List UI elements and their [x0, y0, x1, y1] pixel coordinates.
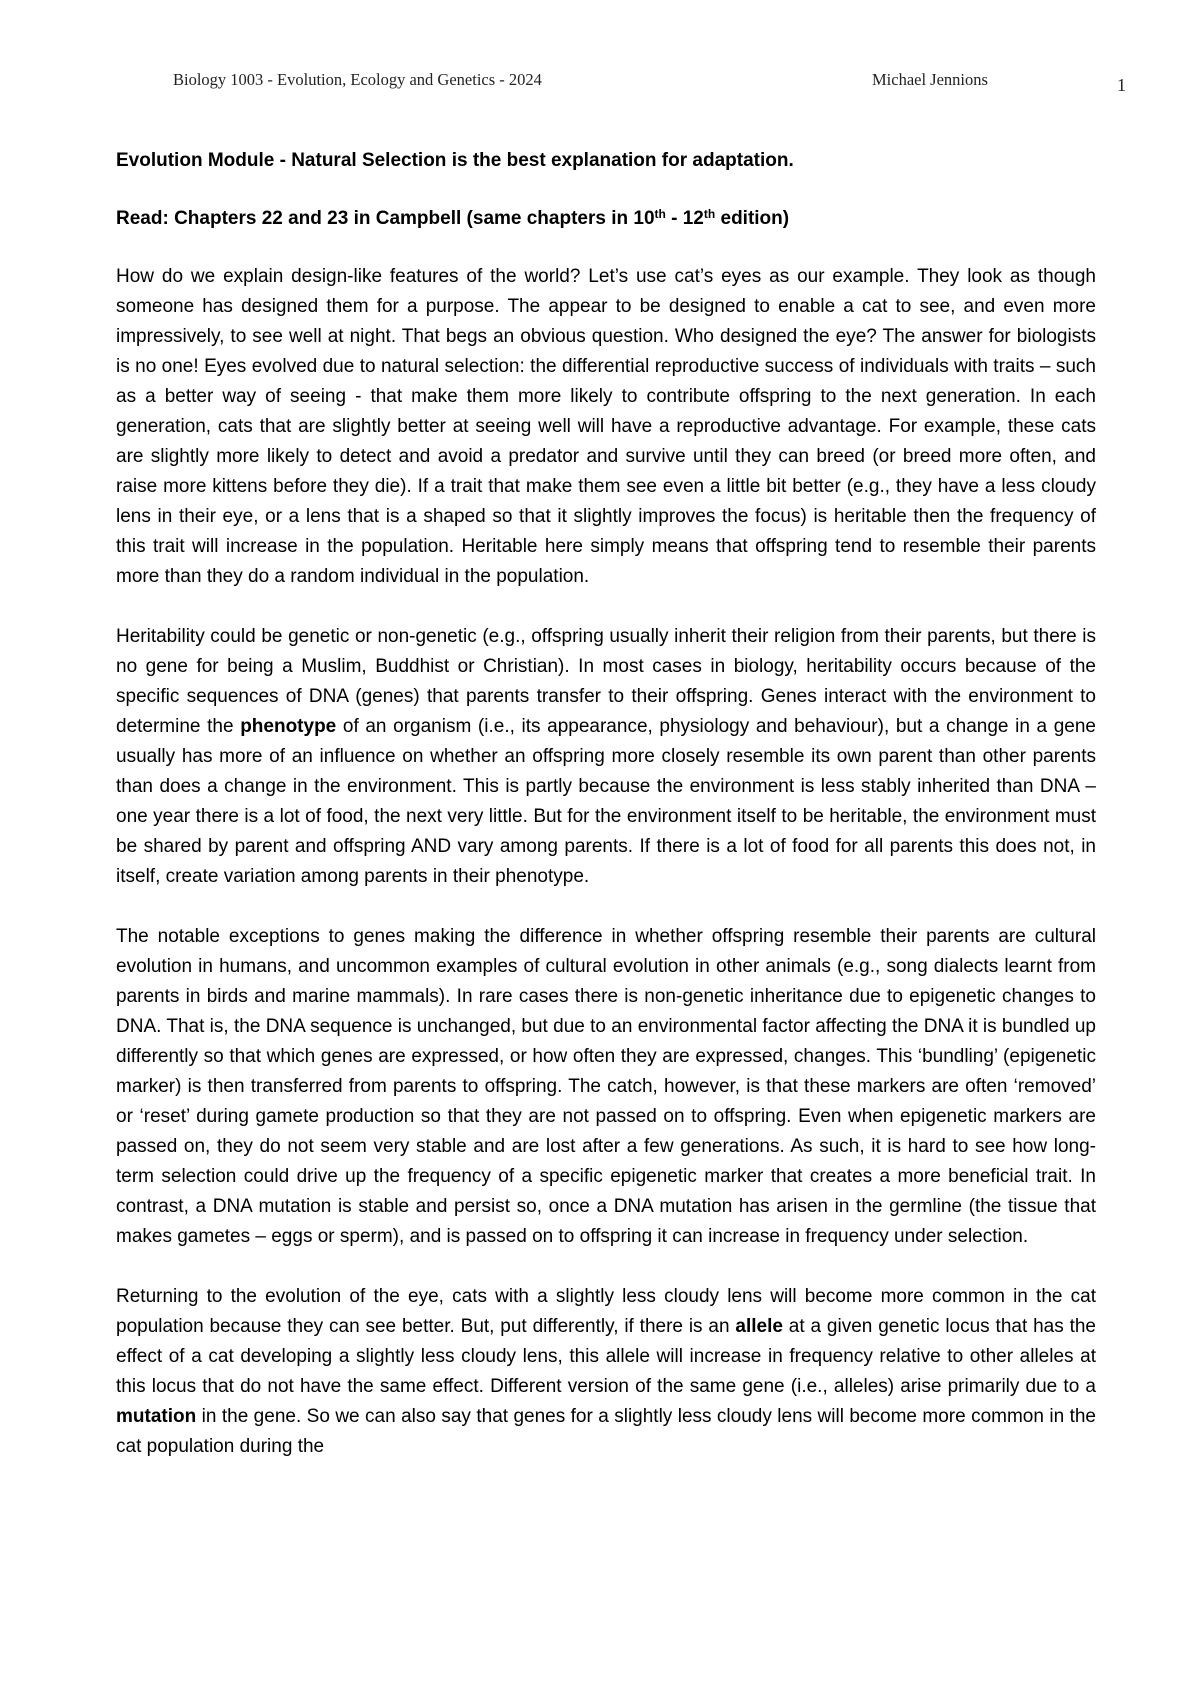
reading-assignment [116, 204, 1096, 234]
document-body [116, 146, 1096, 1462]
paragraph-1: How do we explain design-like features of the world? Let’s use cat’s eyes as our example. They look as though someone has designed them for a purpose. The appear to be designed to enable a cat to see, and even more impressively, to see well at night. That begs an obvious question. Who designed the eye? The answer for biologists is no one! Eyes evolved due to natural selection: the differential reproductive success of individuals with traits – such as a better way of seeing - that make them more likely to contribute offspring to the next generation. In each generation, cats that are slightly better at seeing well will have a reproductive advantage. For example, these cats are slightly more likely to detect and avoid a predator and survive until they can breed (or breed more often, and raise more kittens before they die). If a trait that make them see even a little bit better (e.g., they have a less cloudy lens in their eye, or a lens that is a shaped so that it slightly improves the focus) is heritable then the frequency of this trait will increase in the population. Heritable here simply means that offspring tend to resemble their parents more than they do a random individual in the population. [116, 266, 1096, 587]
term-phenotype: phenotype [240, 716, 337, 737]
course-title: Biology 1003 - Evolution, Ecology and Genetics - 2024 [173, 70, 542, 89]
paragraph-4-text-a: Returning to the evolution of the eye, cats with a slightly less cloudy lens will become more common in the cat population because they can see better. But, put differently, if there is an [116, 1286, 1096, 1337]
paragraph-4-text-b: at a given genetic locus that has the effect of a cat developing a slightly less cloudy lens, this allele will increase in frequency relative to other alleles at this locus that do not have the same effect. Different version of the same gene (i.e., alleles) arise primarily due to a [116, 1316, 1096, 1397]
reading-suffix: edition) [715, 208, 790, 229]
paragraph-3: The notable exceptions to genes making the difference in whether offspring resemble their parents are cultural evolution in humans, and uncommon examples of cultural evolution in other animals (e.g., song dialects learnt from parents in birds and marine mammals). In rare cases there is non-genetic inheritance due to epigenetic changes to DNA. That is, the DNA sequence is unchanged, but due to an environmental factor affecting the DNA it is bundled up differently so that which genes are expressed, or how often they are expressed, changes. This ‘bundling’ (epigenetic marker) is then transferred from parents to offspring. The catch, however, is that these markers are often ‘removed’ or ‘reset’ during gamete production so that they are not passed on to offspring. Even when epigenetic markers are passed on, they do not seem very stable and are lost after a few generations. As such, it is hard to see how long-term selection could drive up the frequency of a specific epigenetic marker that creates a more beneficial trait. In contrast, a DNA mutation is stable and persist so, once a DNA mutation has arisen in the germline (the tissue that makes gametes – eggs or sperm), and is passed on to offspring it can increase in frequency under selection. [116, 926, 1096, 1247]
reading-superscript-2: th [703, 207, 716, 221]
paragraph-2-text-a: Heritability could be genetic or non-genetic (e.g., offspring usually inherit their religion from their parents, but there is no gene for being a Muslim, Buddhist or Christian). In most cases in biology, heritability occurs because of the specific sequences of DNA (genes) that parents transfer to their offspring. Genes interact with the environment to determine the [116, 626, 1096, 737]
paragraph-2 [116, 622, 1096, 892]
reading-superscript-1: th [654, 207, 666, 221]
reading-prefix: Read: Chapters 22 and 23 in Campbell (same chapters in 10 [116, 208, 655, 229]
term-mutation: mutation [116, 1406, 197, 1427]
paragraph-4 [116, 1282, 1096, 1462]
paragraph-4-text-c: in the gene. So we can also say that genes for a slightly less cloudy lens will become more common in the cat population during the [116, 1406, 1096, 1457]
paragraph-2-text-b: of an organism (i.e., its appearance, physiology and behaviour), but a change in a gene usually has more of an influence on whether an offspring more closely resemble its own parent than other parents than does a change in the environment. This is partly because the environment is less stably inherited than DNA – one year there is a lot of food, the next very little. But for the environment itself to be heritable, the environment must be shared by parent and offspring AND vary among parents. If there is a lot of food for all parents this does not, in itself, create variation among parents in their phenotype. [116, 716, 1096, 887]
page-number: 1 [1117, 75, 1126, 95]
term-allele: allele [735, 1316, 783, 1337]
module-title: Evolution Module - Natural Selection is the best explanation for adaptation. [116, 150, 794, 171]
reading-mid: - 12 [665, 208, 704, 229]
author-name: Michael Jennions [872, 70, 988, 89]
